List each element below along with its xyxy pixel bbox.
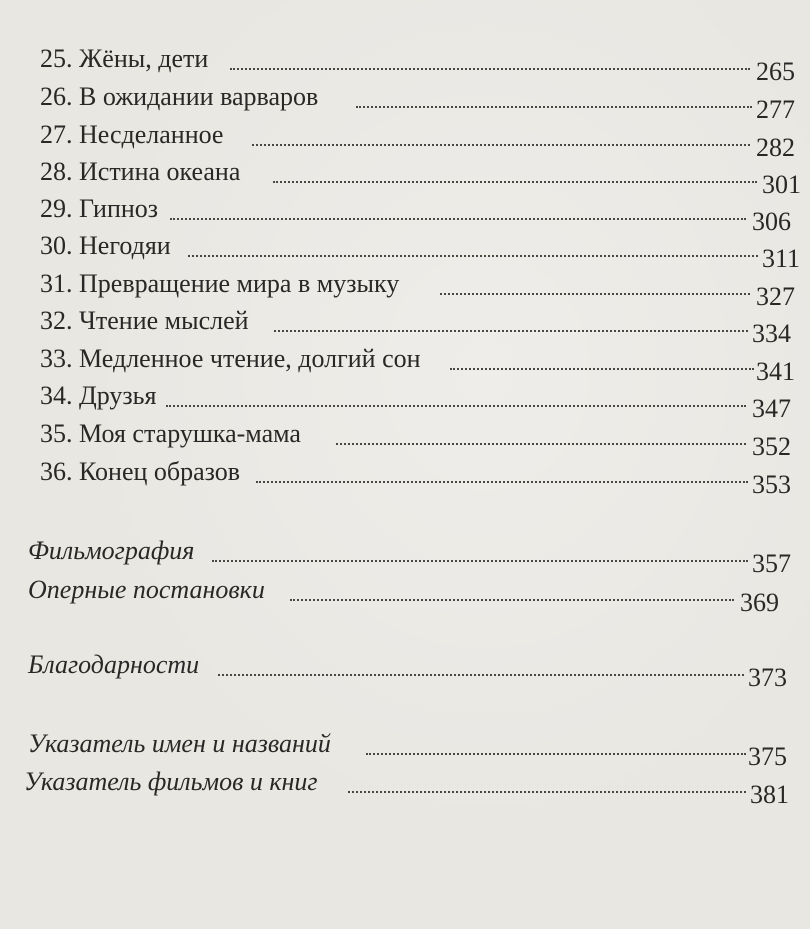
toc-entry-page: 265 [756,57,795,86]
leader-dots [188,255,758,257]
toc-entry-page: 334 [752,319,791,348]
toc-entry [28,536,798,576]
toc-entry-page: 282 [756,133,795,162]
toc-entry-title: 26. В ожидании варваров [40,82,319,111]
toc-entry-title: 27. Несделанное [40,120,224,149]
toc-entry-title: 36. Конец образов [40,457,241,486]
leader-dots [218,674,744,676]
leader-dots [290,599,734,601]
toc-entry [40,269,795,309]
toc-entry [40,82,795,122]
toc-entry-title: 28. Истина океана [40,157,241,186]
leader-dots [356,106,752,108]
toc-entry [40,381,795,421]
leader-dots [166,405,746,407]
toc-entry-title: 29. Гипноз [40,194,159,223]
toc-entry-title: Оперные постановки [28,575,265,604]
toc-entry-page: 369 [740,588,779,617]
toc-entry [28,650,798,690]
toc-entry [40,344,795,384]
leader-dots [273,181,757,183]
leader-dots [212,560,748,562]
toc-entry [40,120,795,160]
toc-entry [28,575,798,615]
toc-entry-title: 30. Негодяи [40,231,171,260]
leader-dots [336,443,746,445]
toc-entry [40,157,801,199]
toc-entry-title: Благодарности [28,650,200,679]
toc-entry-page: 327 [756,282,795,311]
toc-entry [40,306,795,346]
leader-dots [366,753,746,755]
toc-entry [28,729,798,769]
leader-dots [274,330,748,332]
leader-dots [256,481,748,483]
toc-entry-page: 375 [748,742,787,771]
toc-entry-page: 347 [752,394,791,423]
toc-entry-title: 31. Превращение мира в музыку [40,269,400,298]
toc-entry [40,457,795,497]
toc-entry [40,194,795,234]
toc-entry-page: 277 [756,95,795,124]
toc-entry-title: 34. Друзья [40,381,157,410]
toc-entry-title: 35. Моя старушка-мама [40,419,301,448]
leader-dots [230,68,750,70]
toc-entry-page: 353 [752,470,791,499]
toc-entry [24,767,798,807]
toc-entry-page: 381 [750,780,789,809]
toc-entry-page: 357 [752,549,791,578]
toc-entry [40,419,795,459]
toc-entry-title: 32. Чтение мыслей [40,306,249,335]
toc-entry-title: Указатель имен и названий [28,729,331,758]
toc-entry [40,231,801,273]
toc-entry-page: 301 [762,170,801,199]
toc-entry-title: Указатель фильмов и книг [24,767,318,796]
toc-entry [40,44,795,84]
toc-entry-page: 341 [756,357,795,386]
toc-entry-title: Фильмография [28,536,195,565]
leader-dots [440,293,750,295]
leader-dots [348,791,746,793]
toc-entry-page: 306 [752,207,791,236]
leader-dots [170,218,746,220]
leader-dots [450,368,754,370]
toc-entry-page: 352 [752,432,791,461]
toc-entry-title: 33. Медленное чтение, долгий сон [40,344,421,373]
toc-entry-page: 311 [762,244,801,273]
leader-dots [252,144,750,146]
toc-entry-title: 25. Жёны, дети [40,44,209,73]
toc-entry-page: 373 [748,663,787,692]
